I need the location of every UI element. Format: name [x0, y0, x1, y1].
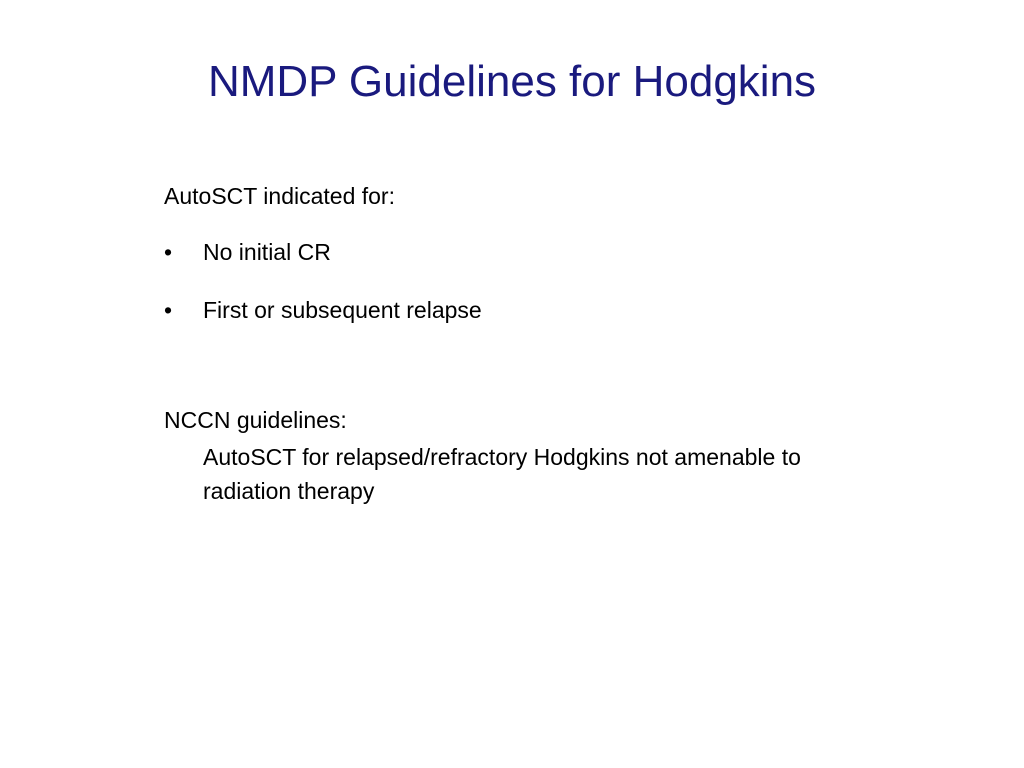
slide-title: NMDP Guidelines for Hodgkins	[207, 57, 817, 106]
bullet-icon: •	[164, 297, 173, 323]
section-spacer	[164, 350, 864, 402]
slide-content	[164, 178, 864, 508]
bullet-icon: •	[164, 239, 173, 265]
nccn-heading: NCCN guidelines:	[164, 407, 347, 433]
nccn-body: AutoSCT for relapsed/refractory Hodgkins not amenable to radiation therapy	[203, 444, 801, 504]
indication-list	[164, 234, 864, 328]
list-item	[164, 292, 864, 328]
bullet-text: First or subsequent relapse	[203, 297, 482, 323]
autosct-heading: AutoSCT indicated for:	[164, 183, 395, 209]
bullet-text: No initial CR	[203, 239, 331, 265]
list-item	[164, 234, 864, 270]
